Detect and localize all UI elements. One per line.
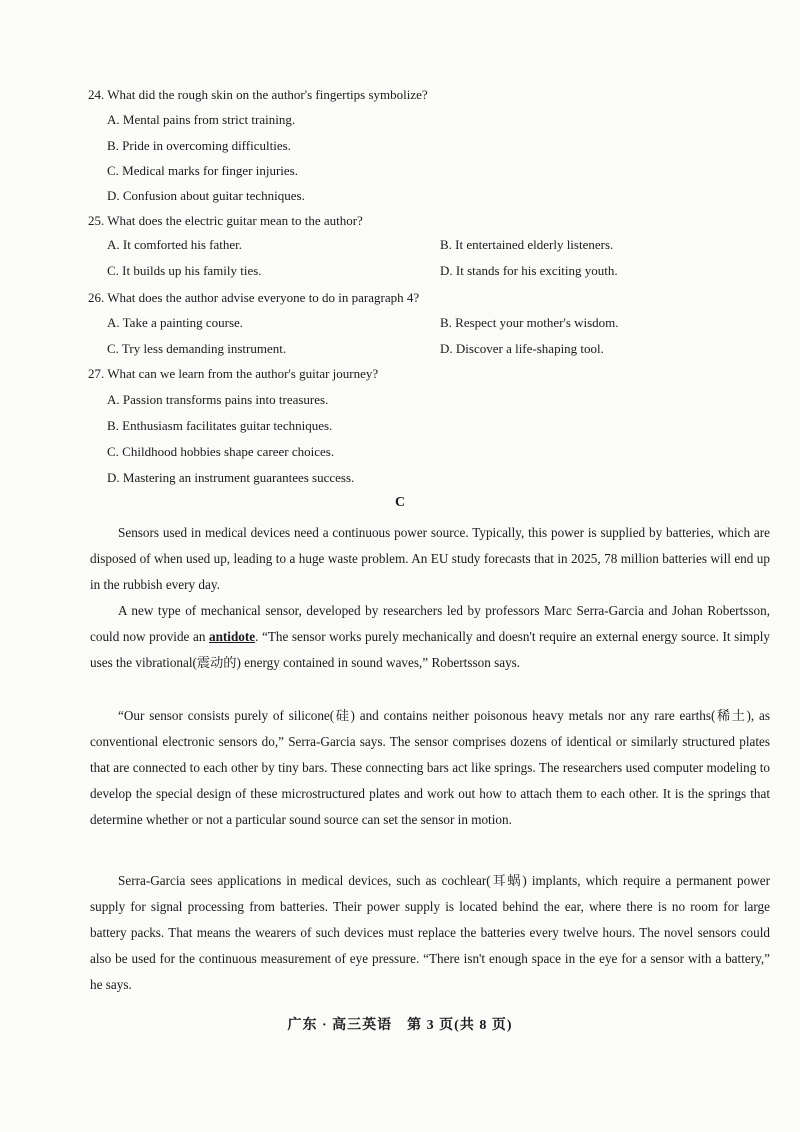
question-26-option-d: D. Discover a life-shaping tool. [440, 341, 604, 356]
question-25-option-c: C. It builds up his family ties. [107, 263, 262, 278]
question-24-stem: 24. What did the rough skin on the author's fingertips symbolize? [88, 87, 428, 102]
question-26-option-c: C. Try less demanding instrument. [107, 341, 287, 356]
passage-paragraph-2 [90, 598, 770, 676]
passage-paragraph-1: Sensors used in medical devices need a continuous power source. Typically, this power is supplied by batteries, which are disposed of when used up, leading to a huge waste problem. An EU study forecasts that in 2025, 78 million batteries will end up in the rubbish every day. [90, 525, 770, 592]
question-25-stem: 25. What does the electric guitar mean to the author? [88, 213, 363, 228]
page-footer: 广东 · 高三英语 第 3 页(共 8 页) [287, 1018, 513, 1033]
question-26-option-a: A. Take a painting course. [107, 315, 244, 330]
question-25-option-b: B. It entertained elderly listeners. [440, 237, 614, 252]
question-27-stem: 27. What can we learn from the author's guitar journey? [88, 366, 379, 381]
antidote-keyword: antidote [208, 629, 256, 644]
question-24-option-c: C. Medical marks for finger injuries. [107, 163, 298, 178]
paragraph-2-lead: A new type of mechanical sensor, developed by researchers led by professors Marc Serra-Garcia and Johan Robertsson, could now provide an [90, 603, 770, 644]
question-27-option-d: D. Mastering an instrument guarantees success. [107, 470, 355, 485]
question-24-option-b: B. Pride in overcoming difficulties. [107, 138, 291, 153]
question-27-option-a: A. Passion transforms pains into treasures. [107, 392, 329, 407]
question-26-option-b: B. Respect your mother's wisdom. [440, 315, 619, 330]
passage-paragraph-4: Serra-Garcia sees applications in medical devices, such as cochlear(耳蜗) implants, which require a permanent power supply for signal processing from batteries. Their power supply is located behind the ear, where there is no room for large battery packs. That means the wearers of such devices must replace the batteries every twelve hours. The novel sensors could also be used for the continuous measurement of eye pressure. “There isn't enough space in the eye for a sensor with a battery,” he says. [90, 873, 770, 992]
question-27-option-c: C. Childhood hobbies shape career choices. [107, 444, 335, 459]
question-24-option-d: D. Confusion about guitar techniques. [107, 188, 305, 203]
section-title: C [394, 495, 406, 510]
question-25-option-a: A. It comforted his father. [107, 237, 243, 252]
question-25-option-d: D. It stands for his exciting youth. [440, 263, 618, 278]
paragraph-2-tail: . “The sensor works purely mechanically and doesn't require an external energy source. It simply uses the vibrational(震动的) energy contained in sound waves,” Robertsson says. [90, 629, 770, 670]
passage-paragraph-3: “Our sensor consists purely of silicone(硅) and contains neither poisonous heavy metals nor any rare earths(稀土), as conventional electronic sensors do,” Serra-Garcia says. The sensor comprises dozens of identical or similarly structured plates that are connected to each other by tiny bars. These connecting bars act like springs. The researchers used computer modeling to develop the special design of these microstructured plates and work out how to attach them to each other. It is the springs that determine whether or not a particular sound source can set the sensor in motion. [90, 708, 770, 827]
question-27-option-b: B. Enthusiasm facilitates guitar techniques. [107, 418, 333, 433]
question-26-stem: 26. What does the author advise everyone to do in paragraph 4? [88, 290, 420, 305]
question-24-option-a: A. Mental pains from strict training. [107, 112, 296, 127]
